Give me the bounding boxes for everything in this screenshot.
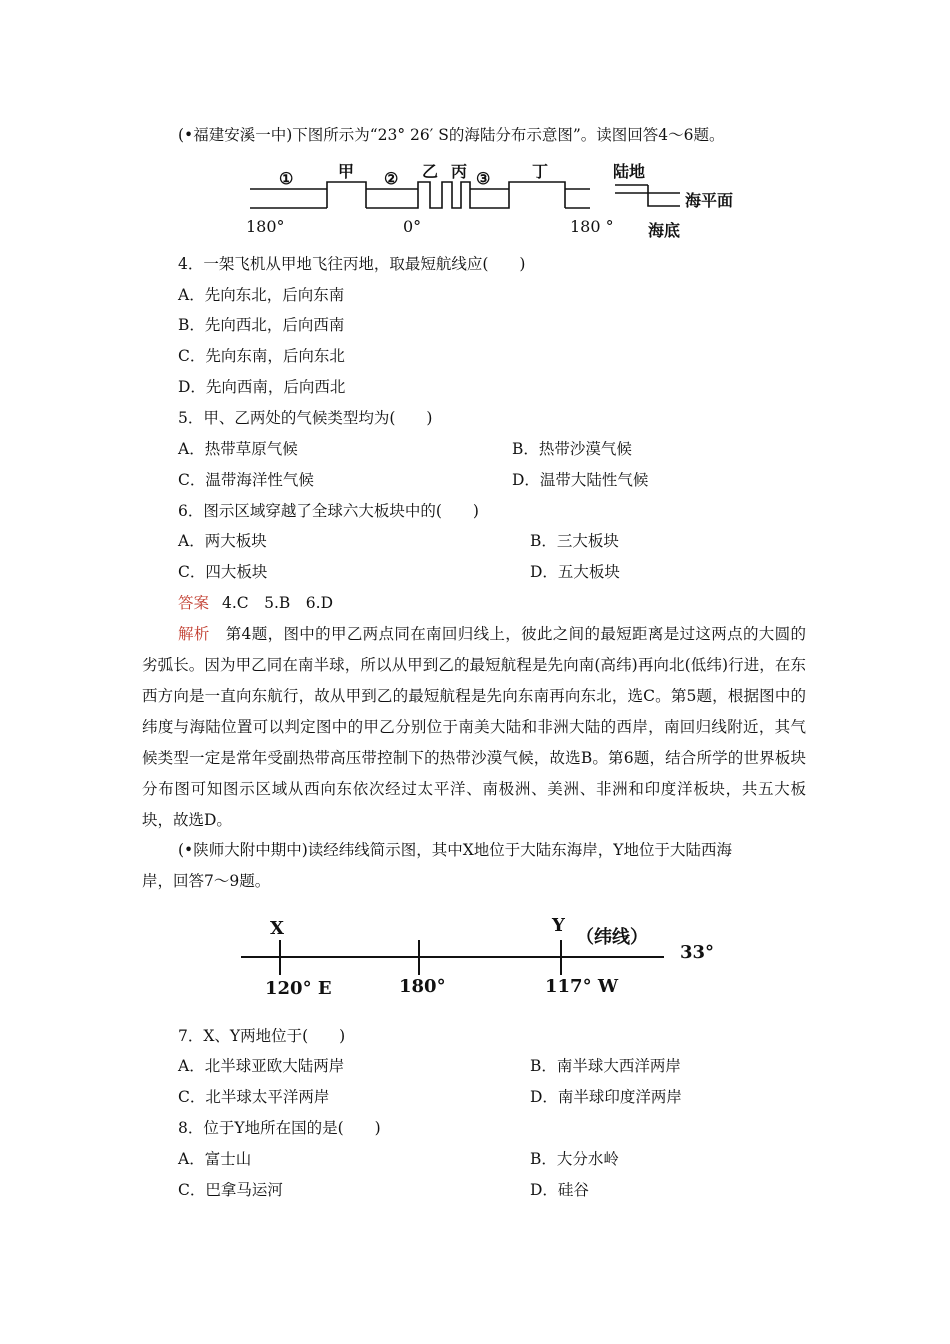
question-8-option-b: B．大分水岭 (530, 1150, 619, 1168)
bing-label: 丙 (451, 162, 468, 181)
yi-label: 乙 (422, 162, 439, 181)
question-6-option-c: C．四大板块 (178, 563, 268, 581)
prime-meridian-label: 0° (403, 217, 422, 236)
question-7-option-d: D．南半球印度洋两岸 (530, 1088, 682, 1106)
jia-label: 甲 (338, 162, 355, 181)
analysis-text: 第4题，图中的甲乙两点同在南回归线上，彼此之间的最短距离是过这两点的大圆的劣弧长。因为甲乙同在南半球，所以从甲到乙的最短航程是先向南(高纬)再向北(低纬)行进，在东西方向是一直向东航行，故从甲到乙的最短航程是先向东南再向东北，选C。第5题，根据图中的纬度与海陆位置可以判定图中的甲乙分别位于南美大陆和非洲大陆的西岸，南回归线附近，其气候类型一定是常年受副热带高压带控制下的热带沙漠气候，故选B。第6题，结合所学的世界板块分布图可知图示区域从西向东依次经过太平洋、南极洲、美洲、非洲和印度洋板块，共五大板块，故选D。 (142, 625, 806, 829)
question-5-option-b: B．热带沙漠气候 (512, 440, 632, 458)
circle-1-label: ① (279, 169, 294, 188)
question-8-option-d: D．硅谷 (530, 1181, 589, 1199)
question-7-stem: 7．X、Y两地位于( ) (178, 1027, 346, 1045)
question-6-option-a: A．两大板块 (178, 532, 267, 550)
y-point-label: Y (552, 915, 565, 936)
longitude-120e-label: 120° E (265, 978, 332, 999)
x-point-label: X (270, 918, 284, 939)
question-8-option-c: C．巴拿马运河 (178, 1181, 283, 1199)
question-7-option-b: B．南半球大西洋两岸 (530, 1057, 681, 1075)
circle-2-label: ② (384, 169, 399, 188)
question-6-option-b: B．三大板块 (530, 532, 619, 550)
question-4-option-c: C．先向东南，后向东北 (178, 347, 345, 365)
question-6-option-d: D．五大板块 (530, 563, 620, 581)
right-longitude-label: 180 ° (570, 217, 614, 236)
question-4-option-a: A．先向东北，后向东南 (178, 286, 345, 304)
analysis-label: 解析 (178, 625, 210, 643)
legend-land-label: 陆地 (613, 162, 646, 181)
question-4-option-d: D．先向西南，后向西北 (178, 378, 346, 396)
intro-2-line-1: (•陕师大附中期中)读经纬线简示图，其中X地位于大陆东海岸，Y地位于大陆西海 (178, 841, 733, 859)
longitude-180-label: 180° (399, 976, 446, 997)
intro-2-line-2: 岸，回答7～9题。 (142, 872, 271, 890)
answer-text: 4.C 5.B 6.D (221, 594, 333, 612)
question-4-option-b: B．先向西北，后向西南 (178, 316, 345, 334)
answer-label: 答案 (178, 594, 210, 612)
longitude-117w-label: 117° W (545, 976, 619, 997)
question-7-option-a: A．北半球亚欧大陆两岸 (178, 1057, 345, 1075)
circle-3-label: ③ (476, 169, 491, 188)
question-4-stem: 4．一架飞机从甲地飞往丙地，取最短航线应( ) (178, 255, 526, 273)
legend-sea-level-label: 海平面 (685, 191, 734, 210)
question-5-option-d: D．温带大陆性气候 (512, 471, 649, 489)
ding-label: 丁 (532, 162, 549, 181)
parallel-label: （纬线） (576, 927, 648, 948)
question-8-stem: 8．位于Y地所在国的是( ) (178, 1119, 381, 1137)
question-7-option-c: C．北半球太平洋两岸 (178, 1088, 330, 1106)
legend-sea-floor-label: 海底 (648, 221, 681, 240)
intro-text: (•福建安溪一中)下图所示为“23° 26′ S的海陆分布示意图”。读图回答4～6题。 (178, 126, 725, 144)
latitude-label: 33° (680, 942, 715, 963)
question-5-option-a: A．热带草原气候 (178, 440, 298, 458)
question-5-option-c: C．温带海洋性气候 (178, 471, 314, 489)
question-5-stem: 5．甲、乙两处的气候类型均为( ) (178, 409, 433, 427)
left-longitude-label: 180° (246, 217, 285, 236)
question-8-option-a: A．富士山 (178, 1150, 252, 1168)
question-6-stem: 6．图示区域穿越了全球六大板块中的( ) (178, 502, 479, 520)
